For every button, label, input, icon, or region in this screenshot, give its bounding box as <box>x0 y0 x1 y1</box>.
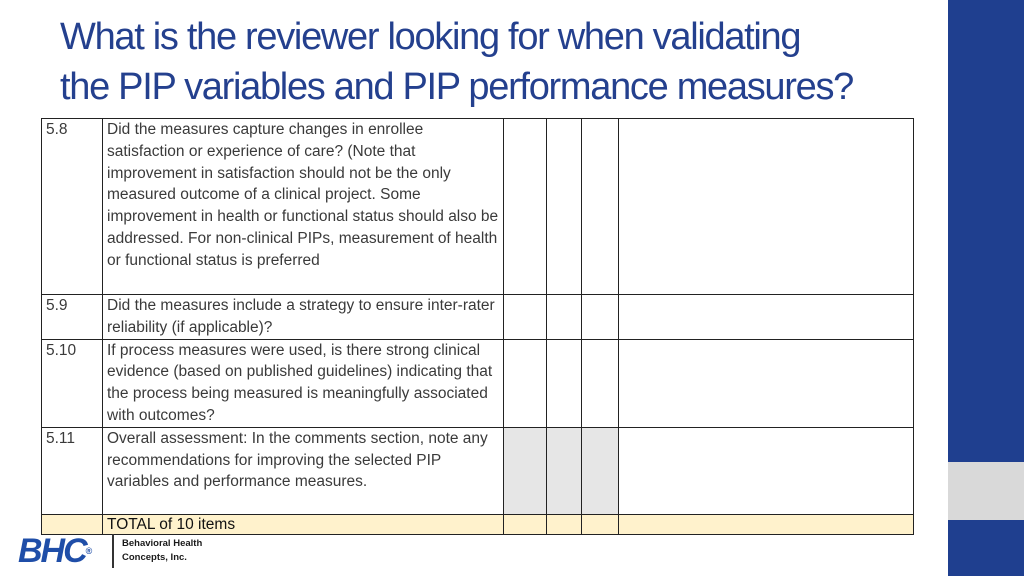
rating-cell <box>582 119 619 295</box>
rating-cell <box>582 295 619 340</box>
rating-cell-shaded <box>504 427 547 514</box>
total-label: TOTAL of 10 items <box>103 514 504 534</box>
logo-line-2: Concepts, Inc. <box>122 552 187 563</box>
side-accent-bar-bottom <box>948 520 1024 576</box>
item-question: Did the measures capture changes in enrollee satisfaction or experience of care? (Note that improvement in satisfaction should not be the only measured outcome of a clinical project. Some improvement in health or functional status should also be addressed. For non-clinical PIPs, measurement of health or functional status is preferred <box>103 119 504 295</box>
logo-line-1: Behavioral Health <box>122 538 203 549</box>
rating-cell <box>582 339 619 427</box>
registered-mark: ® <box>85 546 93 556</box>
logo-mark <box>18 532 92 570</box>
logo-company-name <box>122 537 202 565</box>
rating-cell <box>547 295 582 340</box>
criteria-table <box>41 118 914 535</box>
comments-cell <box>619 427 914 514</box>
slide-title-line-1: What is the reviewer looking for when validating <box>60 16 801 58</box>
table-row <box>42 119 914 295</box>
item-number: 5.9 <box>42 295 103 340</box>
item-question: Overall assessment: In the comments section, note any recommendations for improving the selected PIP variables and performance measures. <box>103 427 504 514</box>
comments-cell <box>619 339 914 427</box>
total-cell <box>547 514 582 534</box>
logo-mark-text: BHC <box>18 532 86 570</box>
slide-title <box>60 12 930 112</box>
table-row <box>42 427 914 514</box>
rating-cell <box>504 295 547 340</box>
total-cell <box>582 514 619 534</box>
logo-divider <box>112 534 114 568</box>
item-question: Did the measures include a strategy to ensure inter-rater reliability (if applicable)? <box>103 295 504 340</box>
rating-cell <box>504 339 547 427</box>
comments-cell <box>619 119 914 295</box>
rating-cell-shaded <box>582 427 619 514</box>
company-logo <box>18 532 218 570</box>
rating-cell-shaded <box>547 427 582 514</box>
total-cell <box>504 514 547 534</box>
rating-cell <box>547 339 582 427</box>
item-number: 5.10 <box>42 339 103 427</box>
item-number: 5.8 <box>42 119 103 295</box>
rating-cell <box>504 119 547 295</box>
table-row <box>42 339 914 427</box>
rating-cell <box>547 119 582 295</box>
slide-title-line-2: the PIP variables and PIP performance measures? <box>60 66 853 108</box>
item-number: 5.11 <box>42 427 103 514</box>
comments-cell <box>619 295 914 340</box>
item-question: If process measures were used, is there strong clinical evidence (based on published guidelines) indicating that the process being measured is meaningfully associated with outcomes? <box>103 339 504 427</box>
side-accent-grey-block <box>948 462 1024 520</box>
table-row <box>42 295 914 340</box>
total-comments-cell <box>619 514 914 534</box>
side-accent-bar <box>948 0 1024 462</box>
